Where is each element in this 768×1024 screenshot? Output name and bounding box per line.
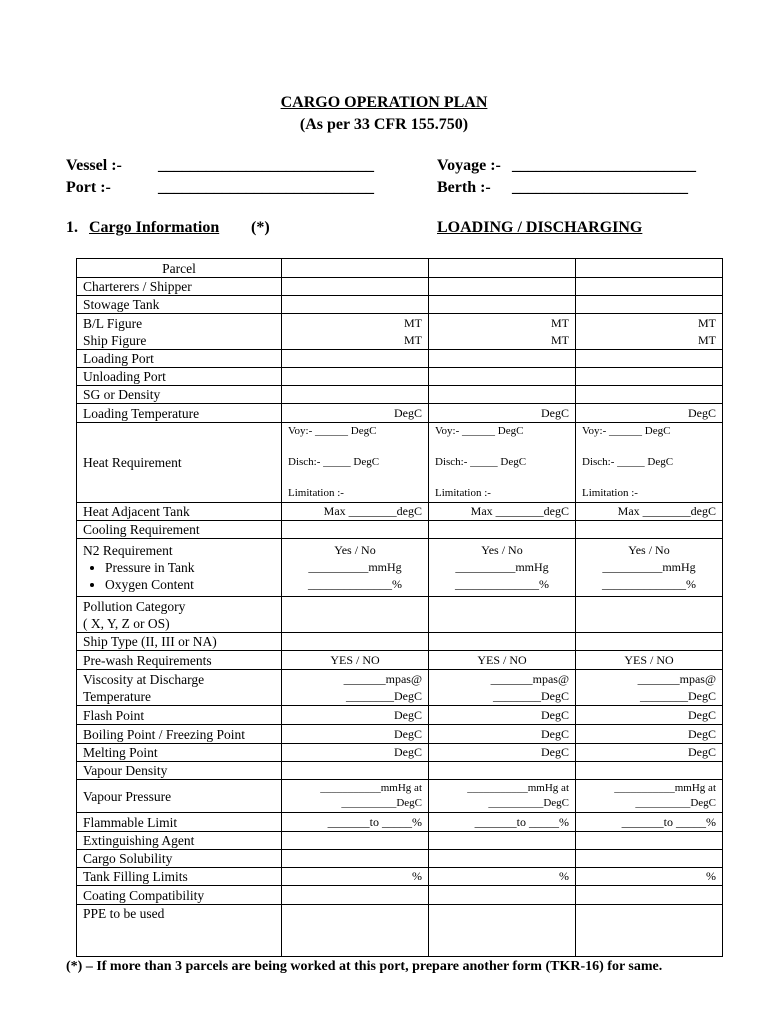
mmhg-text: __________mmHg [308, 560, 402, 574]
value-cell[interactable] [576, 423, 723, 503]
row-label: Cooling Requirement [77, 521, 282, 539]
mmhg-text: __________mmHg [455, 560, 549, 574]
unit-text: MT [551, 315, 569, 330]
yes-no-text: Yes / No [481, 543, 523, 557]
value-cell[interactable] [282, 368, 429, 386]
unit-text: MT [551, 332, 569, 347]
cargo-information-table [76, 258, 723, 957]
value-cell[interactable] [576, 368, 723, 386]
value-cell[interactable]: DegC [576, 404, 723, 423]
voy-text: Voy:- ______ DegC [582, 425, 671, 437]
value-cell[interactable]: YES / NO [282, 651, 429, 670]
row-label [77, 539, 282, 597]
value-cell[interactable] [282, 314, 429, 350]
value-cell[interactable]: DegC [576, 725, 723, 744]
value-cell[interactable]: DegC [429, 706, 576, 725]
value-cell[interactable] [429, 386, 576, 404]
degc-text: __________DegC [341, 797, 422, 809]
row-label: Extinguishing Agent [77, 832, 282, 850]
value-cell[interactable] [282, 386, 429, 404]
table-row [77, 503, 723, 521]
row-label: Vapour Pressure [77, 780, 282, 813]
viscosity-label: Viscosity at Discharge [83, 671, 205, 687]
limitation-text: Limitation :- [435, 487, 491, 499]
row-label: Stowage Tank [77, 296, 282, 314]
row-label [77, 670, 282, 706]
viscosity-label-2: Temperature [83, 688, 152, 704]
value-cell[interactable] [282, 832, 429, 850]
table-row [77, 813, 723, 832]
value-cell[interactable] [429, 762, 576, 780]
value-cell[interactable] [576, 597, 723, 633]
value-cell[interactable]: DegC [282, 744, 429, 762]
degc-text: __________DegC [488, 797, 569, 809]
row-label: Flash Point [77, 706, 282, 725]
mmhg-text: __________mmHg [602, 560, 696, 574]
value-cell[interactable] [429, 905, 576, 957]
value-cell[interactable] [429, 780, 576, 813]
row-label: SG or Density [77, 386, 282, 404]
table-row [77, 780, 723, 813]
table-row [77, 832, 723, 850]
percent-text: ______________% [455, 577, 549, 591]
value-cell[interactable] [282, 905, 429, 957]
row-label: Melting Point [77, 744, 282, 762]
unit-text: MT [698, 332, 716, 347]
parcel-2-cell[interactable] [429, 259, 576, 278]
value-cell[interactable]: DegC [576, 706, 723, 725]
table-row [77, 368, 723, 386]
value-cell[interactable] [429, 633, 576, 651]
berth-field[interactable]: ______________________ [512, 179, 688, 196]
unit-text: MT [404, 332, 422, 347]
row-label: Boiling Point / Freezing Point [77, 725, 282, 744]
voyage-field[interactable]: _______________________ [512, 157, 696, 174]
row-label: PPE to be used [77, 905, 282, 957]
row-label: Loading Temperature [77, 404, 282, 423]
value-cell[interactable] [429, 278, 576, 296]
yes-no-text: Yes / No [628, 543, 670, 557]
value-cell[interactable] [282, 278, 429, 296]
table-row [77, 597, 723, 633]
pressure-tank-label: • Pressure in Tank [105, 559, 275, 576]
table-row [77, 314, 723, 350]
table-row [77, 706, 723, 725]
row-label: Heat Requirement [77, 423, 282, 503]
voyage-label: Voyage :- [437, 157, 501, 174]
voy-text: Voy:- ______ DegC [288, 425, 377, 437]
value-cell[interactable] [429, 296, 576, 314]
mmhg-at-text: ___________mmHg at [320, 782, 422, 794]
value-cell[interactable] [429, 314, 576, 350]
row-label: Vapour Density [77, 762, 282, 780]
value-cell[interactable]: DegC [282, 706, 429, 725]
value-cell[interactable] [282, 633, 429, 651]
table-row [77, 539, 723, 597]
table-row [77, 259, 723, 278]
bl-figure-label: B/L Figure [83, 315, 143, 331]
value-cell[interactable] [282, 780, 429, 813]
value-cell[interactable]: % [429, 868, 576, 886]
value-cell[interactable] [576, 762, 723, 780]
value-cell[interactable] [429, 886, 576, 905]
table-row [77, 633, 723, 651]
row-label: Charterers / Shipper [77, 278, 282, 296]
disch-text: Disch:- _____ DegC [582, 456, 674, 468]
value-cell[interactable]: Max ________degC [576, 503, 723, 521]
mmhg-at-text: ___________mmHg at [467, 782, 569, 794]
ship-figure-label: Ship Figure [83, 332, 147, 348]
value-cell[interactable]: DegC [576, 744, 723, 762]
vessel-label: Vessel :- [66, 157, 122, 174]
row-label: Ship Type (II, III or NA) [77, 633, 282, 651]
value-cell[interactable] [576, 278, 723, 296]
pollution-options: ( X, Y, Z or OS) [83, 615, 170, 631]
value-cell[interactable] [429, 597, 576, 633]
value-cell[interactable] [576, 780, 723, 813]
n2-label: N2 Requirement [83, 543, 173, 558]
unit-text: MT [698, 315, 716, 330]
row-label: Pre-wash Requirements [77, 651, 282, 670]
table-row [77, 886, 723, 905]
value-cell[interactable]: Max ________degC [429, 503, 576, 521]
row-label: Flammable Limit [77, 813, 282, 832]
value-cell[interactable] [429, 350, 576, 368]
yes-no-text: Yes / No [334, 543, 376, 557]
row-label: Unloading Port [77, 368, 282, 386]
table-row [77, 905, 723, 957]
mpas-text: _______mpas@ [490, 671, 569, 686]
value-cell[interactable] [576, 886, 723, 905]
value-cell[interactable] [429, 670, 576, 706]
percent-text: ______________% [308, 577, 402, 591]
disch-text: Disch:- _____ DegC [288, 456, 380, 468]
value-cell[interactable] [282, 521, 429, 539]
value-cell[interactable]: % [576, 868, 723, 886]
parcel-3-cell[interactable] [576, 259, 723, 278]
value-cell[interactable] [282, 886, 429, 905]
value-cell[interactable] [282, 597, 429, 633]
value-cell[interactable] [576, 832, 723, 850]
table-row [77, 404, 723, 423]
value-cell[interactable] [576, 633, 723, 651]
mpas-text: _______mpas@ [637, 671, 716, 686]
value-cell[interactable] [282, 762, 429, 780]
value-cell[interactable]: DegC [282, 725, 429, 744]
footnote: (*) – If more than 3 parcels are being worked at this port, prepare another form (TKR-16) for same. [66, 959, 663, 974]
value-cell[interactable] [282, 350, 429, 368]
limitation-text: Limitation :- [288, 487, 344, 499]
value-cell[interactable]: YES / NO [429, 651, 576, 670]
value-cell[interactable] [429, 850, 576, 868]
port-label: Port :- [66, 179, 111, 196]
value-cell[interactable]: DegC [429, 404, 576, 423]
value-cell[interactable] [429, 832, 576, 850]
value-cell[interactable] [576, 296, 723, 314]
row-label: Loading Port [77, 350, 282, 368]
limitation-text: Limitation :- [582, 487, 638, 499]
port-field[interactable]: ___________________________ [158, 179, 374, 196]
value-cell[interactable] [282, 296, 429, 314]
value-cell[interactable] [429, 539, 576, 597]
mpas-text: _______mpas@ [343, 671, 422, 686]
value-cell[interactable] [576, 350, 723, 368]
value-cell[interactable] [429, 423, 576, 503]
table-row [77, 744, 723, 762]
value-cell[interactable]: Max ________degC [282, 503, 429, 521]
value-cell[interactable] [429, 368, 576, 386]
value-cell[interactable]: DegC [282, 404, 429, 423]
value-cell[interactable] [282, 850, 429, 868]
form-subtitle: (As per 33 CFR 155.750) [299, 116, 469, 133]
row-label: Tank Filling Limits [77, 868, 282, 886]
mmhg-at-text: ___________mmHg at [614, 782, 716, 794]
row-label [77, 597, 282, 633]
value-cell[interactable]: _______to _____% [429, 813, 576, 832]
row-label [77, 314, 282, 350]
parcel-header: Parcel [77, 259, 282, 278]
row-label: Coating Compatibility [77, 886, 282, 905]
unit-text: MT [404, 315, 422, 330]
value-cell[interactable] [576, 905, 723, 957]
value-cell[interactable] [282, 423, 429, 503]
value-cell[interactable] [429, 521, 576, 539]
row-label: Heat Adjacent Tank [77, 503, 282, 521]
parcel-1-cell[interactable] [282, 259, 429, 278]
value-cell[interactable] [282, 539, 429, 597]
value-cell[interactable]: DegC [429, 725, 576, 744]
value-cell[interactable] [576, 850, 723, 868]
degc-text: ________DegC [493, 688, 569, 703]
table-row [77, 423, 723, 503]
section-loading-discharging: LOADING / DISCHARGING [437, 219, 643, 236]
value-cell[interactable]: % [282, 868, 429, 886]
value-cell[interactable] [576, 386, 723, 404]
degc-text: ________DegC [640, 688, 716, 703]
table-row [77, 350, 723, 368]
section-asterisk: (*) [251, 219, 270, 236]
value-cell[interactable] [576, 314, 723, 350]
table-row [77, 386, 723, 404]
n2-sub-list [83, 559, 275, 593]
voy-text: Voy:- ______ DegC [435, 425, 524, 437]
row-label: Cargo Solubility [77, 850, 282, 868]
value-cell[interactable] [576, 539, 723, 597]
value-cell[interactable]: _______to _____% [576, 813, 723, 832]
degc-text: ________DegC [346, 688, 422, 703]
table-row [77, 868, 723, 886]
pollution-label: Pollution Category [83, 598, 186, 614]
table-row [77, 296, 723, 314]
value-cell[interactable] [282, 670, 429, 706]
table-row [77, 521, 723, 539]
value-cell[interactable]: DegC [429, 744, 576, 762]
table-row [77, 762, 723, 780]
table-row [77, 850, 723, 868]
berth-label: Berth :- [437, 179, 491, 196]
value-cell[interactable]: _______to _____% [282, 813, 429, 832]
value-cell[interactable] [576, 521, 723, 539]
table-row [77, 278, 723, 296]
table-row [77, 670, 723, 706]
oxygen-content-label: • Oxygen Content [105, 576, 275, 593]
section-number: 1. [66, 219, 78, 236]
disch-text: Disch:- _____ DegC [435, 456, 527, 468]
vessel-field[interactable]: ___________________________ [158, 157, 374, 174]
value-cell[interactable] [576, 670, 723, 706]
degc-text: __________DegC [635, 797, 716, 809]
table-row [77, 725, 723, 744]
table-row [77, 651, 723, 670]
section-title: Cargo Information [89, 219, 220, 236]
percent-text: ______________% [602, 577, 696, 591]
form-title: CARGO OPERATION PLAN [280, 94, 488, 111]
value-cell[interactable]: YES / NO [576, 651, 723, 670]
